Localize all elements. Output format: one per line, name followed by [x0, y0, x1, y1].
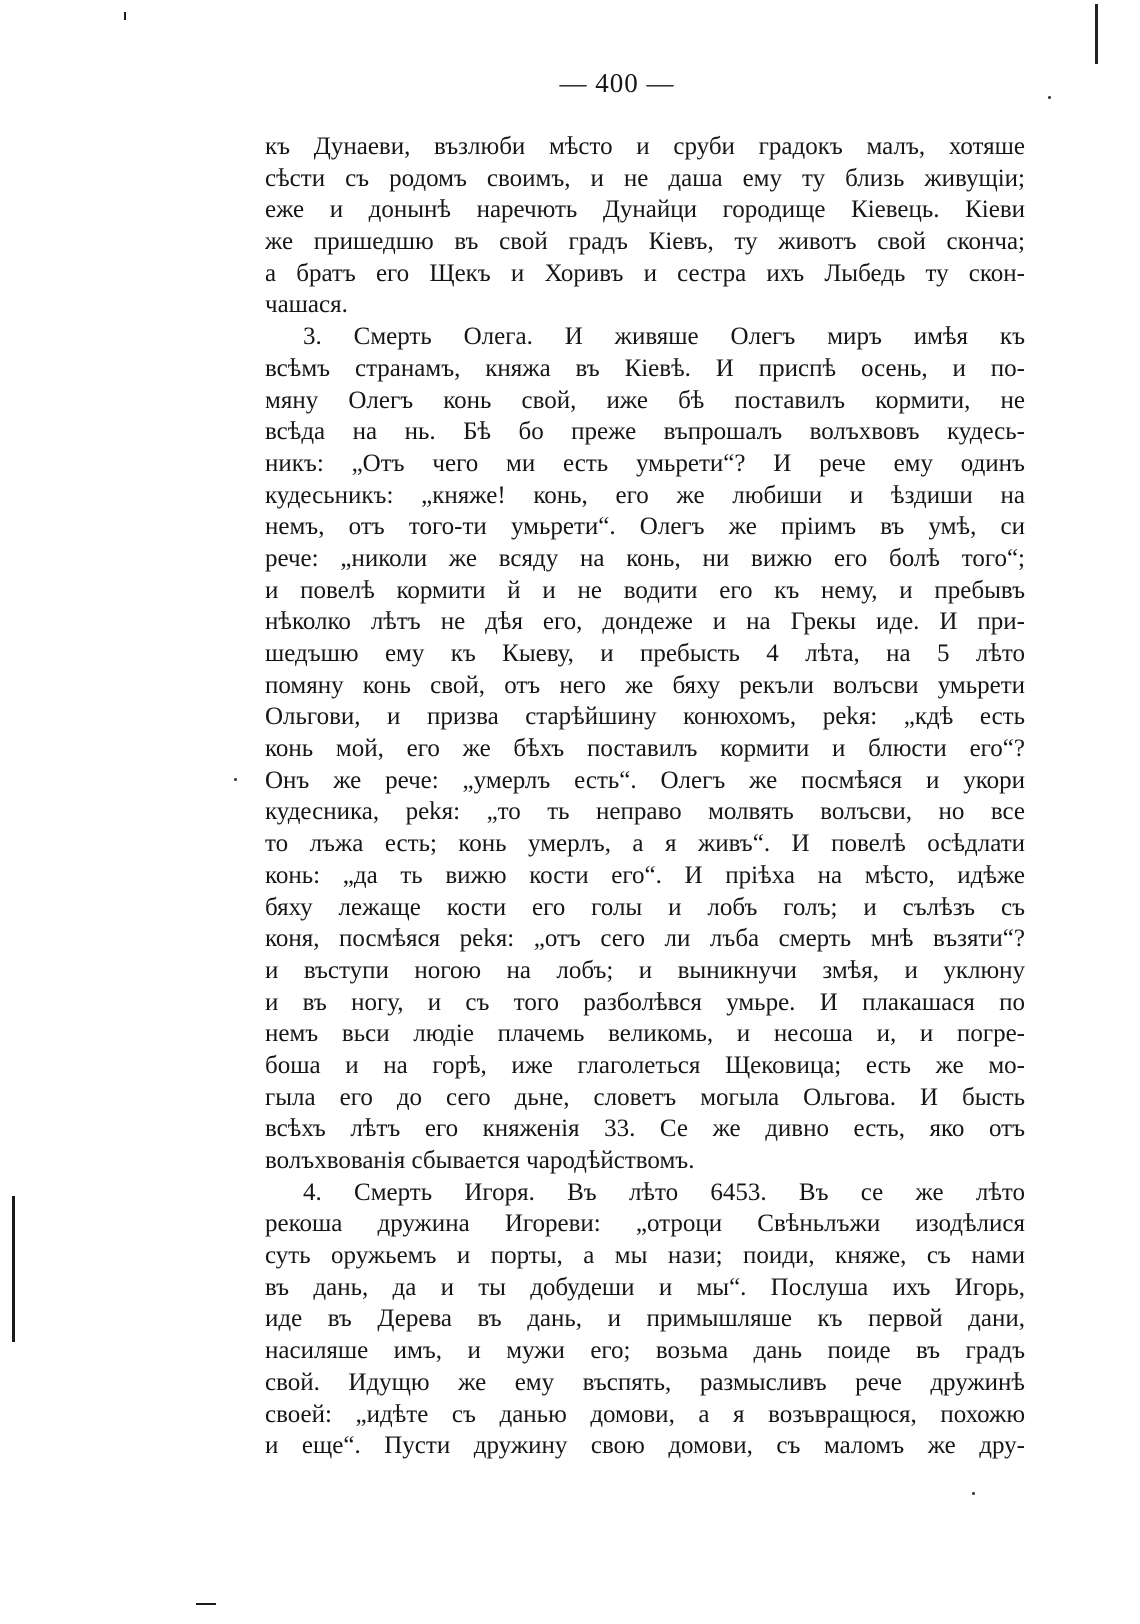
text-line: въ дань, да и ты добудеши и мы“. Послуша ихъ Игорь,: [265, 1273, 1025, 1301]
section-heading-line: 4. Смерть Игоря. Въ лѣто 6453. Въ се же лѣто: [303, 1178, 1025, 1206]
section-heading-line: 3. Смерть Олега. И живяше Олегъ миръ имѣя къ: [303, 323, 1025, 351]
text-line: немъ вьси людіе плачемь великомь, и несоша и, и погре-: [265, 1020, 1025, 1048]
text-line: Ольгови, и призва старѣйшину конюхомъ, реkя: „кдѣ есть: [265, 703, 1025, 731]
text-line: же пришедшю въ свой градъ Кіевъ, ту животъ свой скончa;: [265, 228, 1025, 256]
text-line: чашася.: [265, 291, 348, 319]
text-line: и еще“. Пусти дружину свою домови, съ маломъ же дру-: [265, 1432, 1025, 1460]
text-line: иде въ Дерева въ дань, и примышляше къ первой дани,: [265, 1305, 1025, 1333]
text-line: и повелѣ кормити й и не водити его къ нему, и пребывъ: [265, 576, 1025, 604]
text-line: кудесьникъ: „княже! конь, его же любиши и ѣздиши на: [265, 481, 1025, 509]
text-line: коня, посмѣяся реkя: „отъ сего ли лъба смерть мнѣ възяти“?: [265, 925, 1025, 953]
text-line: суть оружьемъ и порты, а мы нази; поиди, княже, съ нами: [265, 1242, 1025, 1270]
text-line: еже и донынѣ наречють Дунайци городище Кіевець. Кіеви: [265, 196, 1025, 224]
text-line: а братъ его Щекъ и Хоривъ и сестра ихъ Лыбедь ту скон-: [265, 259, 1025, 287]
text-line: и въ ногу, и съ того разболѣвся умьре. И плакашася по: [265, 988, 1025, 1016]
text-line: боша и на горѣ, иже глаголеться Щековица; есть же мо-: [265, 1051, 1025, 1079]
text-line: волъхвованія сбывается чародѣйствомъ.: [265, 1147, 695, 1174]
text-line: всѣхъ лѣтъ его княженія 33. Се же дивно есть, яко отъ: [265, 1115, 1025, 1143]
margin-mark-top-left: [124, 12, 126, 20]
text-line: рече: „николи же всяду на конь, ни вижю его болѣ того“;: [265, 544, 1025, 572]
margin-mark-left-side: [12, 1196, 15, 1342]
text-line: къ Дунаеви, възлюби мѣсто и сруби градокъ малъ, хотяше: [265, 133, 1025, 160]
page-number: — 400 —: [559, 68, 675, 98]
text-line: Онъ же рече: „умерлъ есть“. Олегъ же посмѣяся и укори: [265, 766, 1025, 794]
text-line: конь мой, его же бѣхъ поставилъ кормити и блюсти его“?: [265, 735, 1025, 763]
text-line: рекоша дружина Игореви: „отроци Свѣньлъжи изодѣлися: [265, 1210, 1025, 1238]
text-line: бяху лежаще кости его голы и лобъ голъ; и сълѣзъ съ: [265, 893, 1025, 921]
text-line: насиляше имъ, и мужи его; возьма дань поиде въ градъ: [265, 1337, 1025, 1365]
text-line: помяну конь свой, отъ него же бяху рекъли волъсви умьрети: [265, 671, 1025, 699]
text-line: немъ, отъ того-ти умьрети“. Олегъ же пріимъ въ умѣ, си: [265, 513, 1025, 541]
body-text: [265, 131, 1025, 1462]
text-line: то лъжа есть; конь умерлъ, а я живъ“. И повелѣ осѣдлати: [265, 830, 1025, 858]
text-line: мяну Олегъ конь свой, иже бѣ поставилъ кормити, не: [265, 386, 1025, 414]
text-line: и въступи ногою на лобъ; и выникнучи змѣя, и уклюну: [265, 956, 1025, 984]
text-line: шедъшю ему къ Кыеву, и пребысть 4 лѣта, на 5 лѣто: [265, 640, 1025, 667]
ink-speck: [234, 778, 237, 781]
text-line: кудесника, реkя: „то ть неправо молвять волъсви, но все: [265, 798, 1025, 826]
text-line: своей: „идѣте съ данью домови, а я возъвращюся, похожю: [265, 1400, 1025, 1428]
margin-mark-bottom-left: [196, 1603, 216, 1605]
text-line: нѣколко лѣтъ не дѣя его, дондеже и на Грекы иде. И при-: [265, 608, 1025, 636]
page-edge-shadow: [1095, 4, 1098, 64]
text-line: всѣда на нь. Бѣ бо преже въпрошалъ волъхвовъ кудесь-: [265, 418, 1025, 446]
text-line: свой. Идущю же ему въспять, размысливъ рече дружинѣ: [265, 1368, 1025, 1396]
text-line: сѣсти съ родомъ своимъ, и не даша ему ту близь живущіи;: [265, 164, 1025, 192]
text-line: конь: „да ть вижю кости его“. И пріѣха на мѣсто, идѣже: [265, 861, 1025, 889]
text-line: всѣмъ странамъ, княжа въ Кіевѣ. И приспѣ осень, и по-: [265, 354, 1025, 382]
ink-speck: [972, 1492, 975, 1495]
text-line: гыла его до сего дьне, словетъ могыла Ольгова. И бысть: [265, 1083, 1025, 1111]
text-line: никъ: „Отъ чего ми есть умьрети“? И рече ему одинъ: [265, 449, 1025, 477]
